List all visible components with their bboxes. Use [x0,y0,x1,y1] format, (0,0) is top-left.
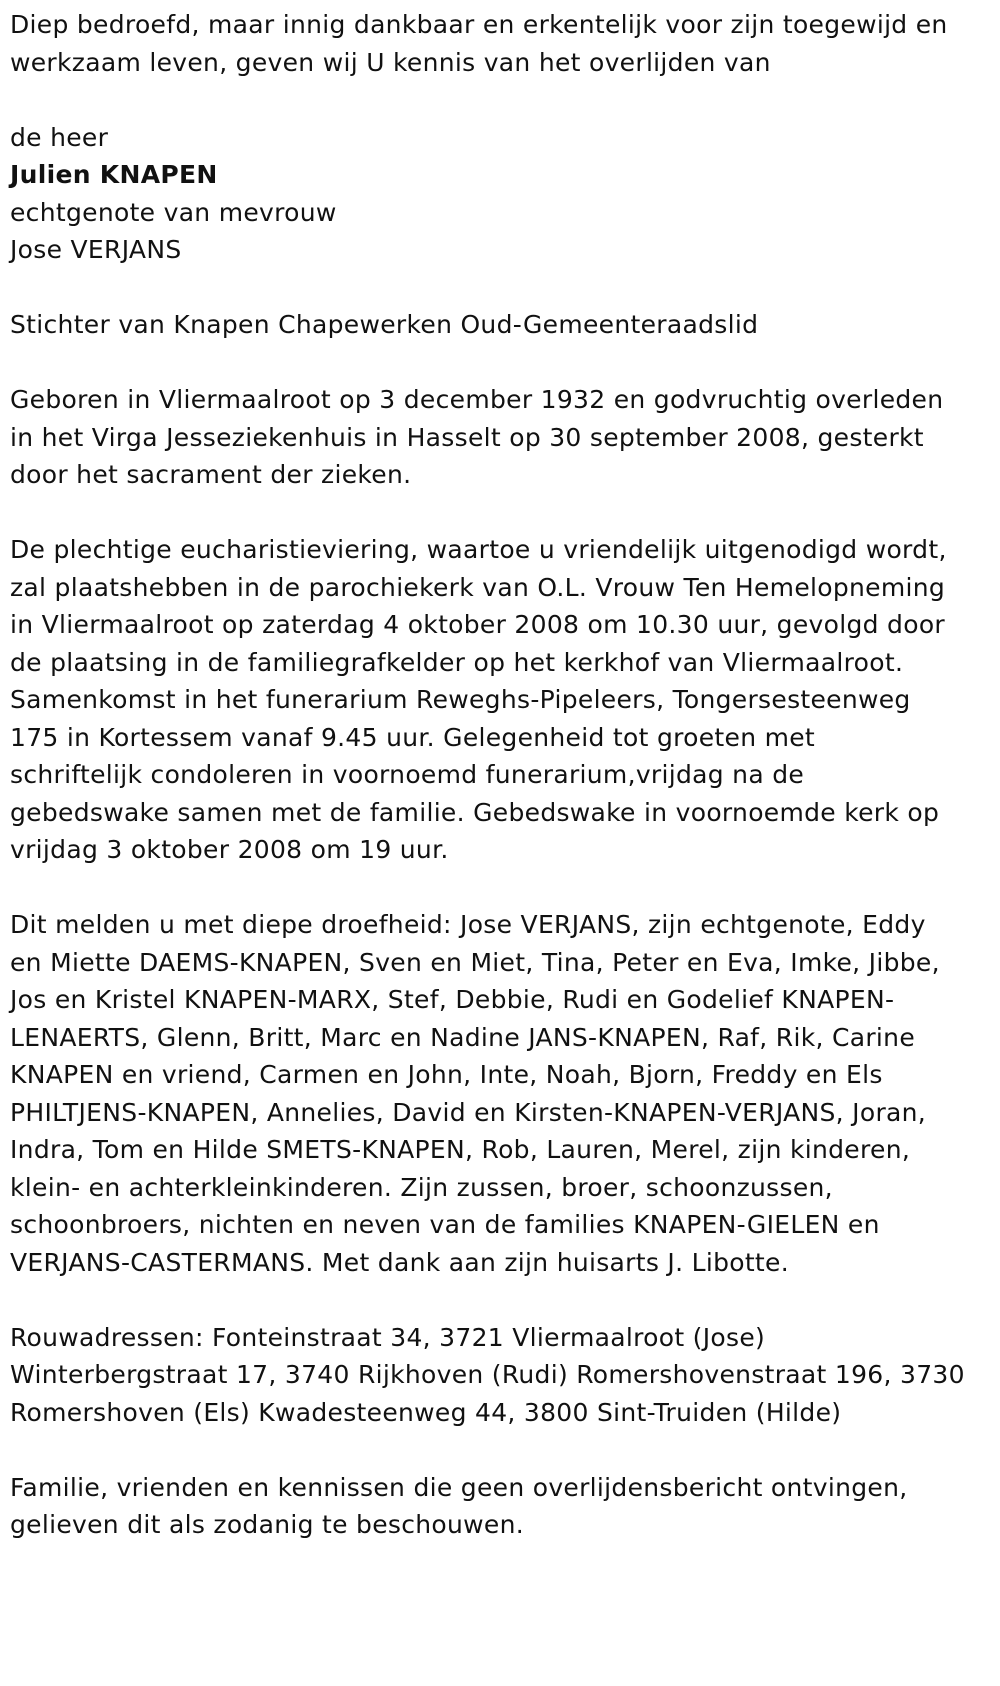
text-line: werkzaam leven, geven wij U kennis van het overlijden van [10,47,771,77]
text-line: Diep bedroefd, maar innig dankbaar en erkentelijk voor zijn toegewijd en [10,10,948,39]
text-line: Jos en Kristel KNAPEN-MARX, Stef, Debbie, Rudi en Godelief KNAPEN- [10,985,895,1014]
text-line: in Vliermaalroot op zaterdag 4 oktober 2008 om 10.30 uur, gevolgd door [10,610,945,639]
text-line: de plaatsing in de familiegrafkelder op het kerkhof van Vliermaalroot. [10,647,904,677]
text-line: zal plaatshebben in de parochiekerk van O.L. Vrouw Ten Hemelopneming [10,572,946,602]
text-line: Dit melden u met diepe droefheid: Jose VERJANS, zijn echtgenote, Eddy [10,910,926,939]
text-line: Romershoven (Els) Kwadesteenweg 44, 3800 Sint-Truiden (Hilde) [10,1397,842,1427]
text-line: gebedswake samen met de familie. Gebedswake in voornoemde kerk op [10,797,940,827]
text-line: VERJANS-CASTERMANS. Met dank aan zijn huisarts J. Libotte. [10,1247,789,1277]
spacer [10,869,995,907]
text-line: in het Virga Jesseziekenhuis in Hasselt op 30 september 2008, gesterkt [10,422,924,452]
text-line: door het sacrament der zieken. [10,460,412,489]
text-line: vrijdag 3 oktober 2008 om 19 uur. [10,835,449,864]
spouse-label: echtgenote van mevrouw [10,197,337,227]
text-line: klein- en achterkleinkinderen. Zijn zussen, broer, schoonzussen, [10,1172,833,1202]
closing-paragraph [10,1469,995,1544]
text-line: 175 in Kortessem vanaf 9.45 uur. Gelegenheid tot groeten met [10,722,816,752]
text-line: KNAPEN en vriend, Carmen en John, Inte, Noah, Bjorn, Freddy en Els [10,1060,883,1089]
spouse-name: Jose VERJANS [10,235,182,264]
text-line: Geboren in Vliermaalroot op 3 december 1932 en godvruchtig overleden [10,385,944,414]
spacer [10,1431,995,1469]
deceased-name: Julien KNAPEN [10,160,218,189]
occupation-title: Stichter van Knapen Chapewerken Oud-Gemeenteraadslid [10,310,759,339]
salutation: de heer [10,122,109,152]
birth-death-paragraph [10,381,995,494]
family-paragraph [10,906,995,1281]
text-line: LENAERTS, Glenn, Britt, Marc en Nadine JANS-KNAPEN, Raf, Rik, Carine [10,1022,915,1052]
text-line: De plechtige eucharistieviering, waartoe u vriendelijk uitgenodigd wordt, [10,535,947,564]
text-line: Rouwadressen: Fonteinstraat 34, 3721 Vliermaalroot (Jose) [10,1322,766,1352]
text-line: Winterbergstraat 17, 3740 Rijkhoven (Rudi) Romershovenstraat 196, 3730 [10,1360,965,1389]
ceremony-paragraph [10,531,995,869]
spacer [10,81,995,119]
addresses-paragraph [10,1319,995,1432]
intro-paragraph [10,6,995,81]
text-line: schriftelijk condoleren in voornoemd funerarium,vrijdag na de [10,760,805,789]
text-line: Indra, Tom en Hilde SMETS-KNAPEN, Rob, Lauren, Merel, zijn kinderen, [10,1135,911,1164]
obituary-notice [10,6,995,1544]
text-line: PHILTJENS-KNAPEN, Annelies, David en Kirsten-KNAPEN-VERJANS, Joran, [10,1097,927,1127]
spacer [10,269,995,307]
text-line: en Miette DAEMS-KNAPEN, Sven en Miet, Tina, Peter en Eva, Imke, Jibbe, [10,947,940,977]
spacer [10,494,995,532]
spacer [10,1281,995,1319]
text-line: schoonbroers, nichten en neven van de families KNAPEN-GIELEN en [10,1210,880,1239]
text-line: Familie, vrienden en kennissen die geen overlijdensbericht ontvingen, [10,1472,908,1502]
text-line: Samenkomst in het funerarium Reweghs-Pipeleers, Tongersesteenweg [10,685,911,714]
text-line: gelieven dit als zodanig te beschouwen. [10,1510,524,1539]
spacer [10,344,995,382]
